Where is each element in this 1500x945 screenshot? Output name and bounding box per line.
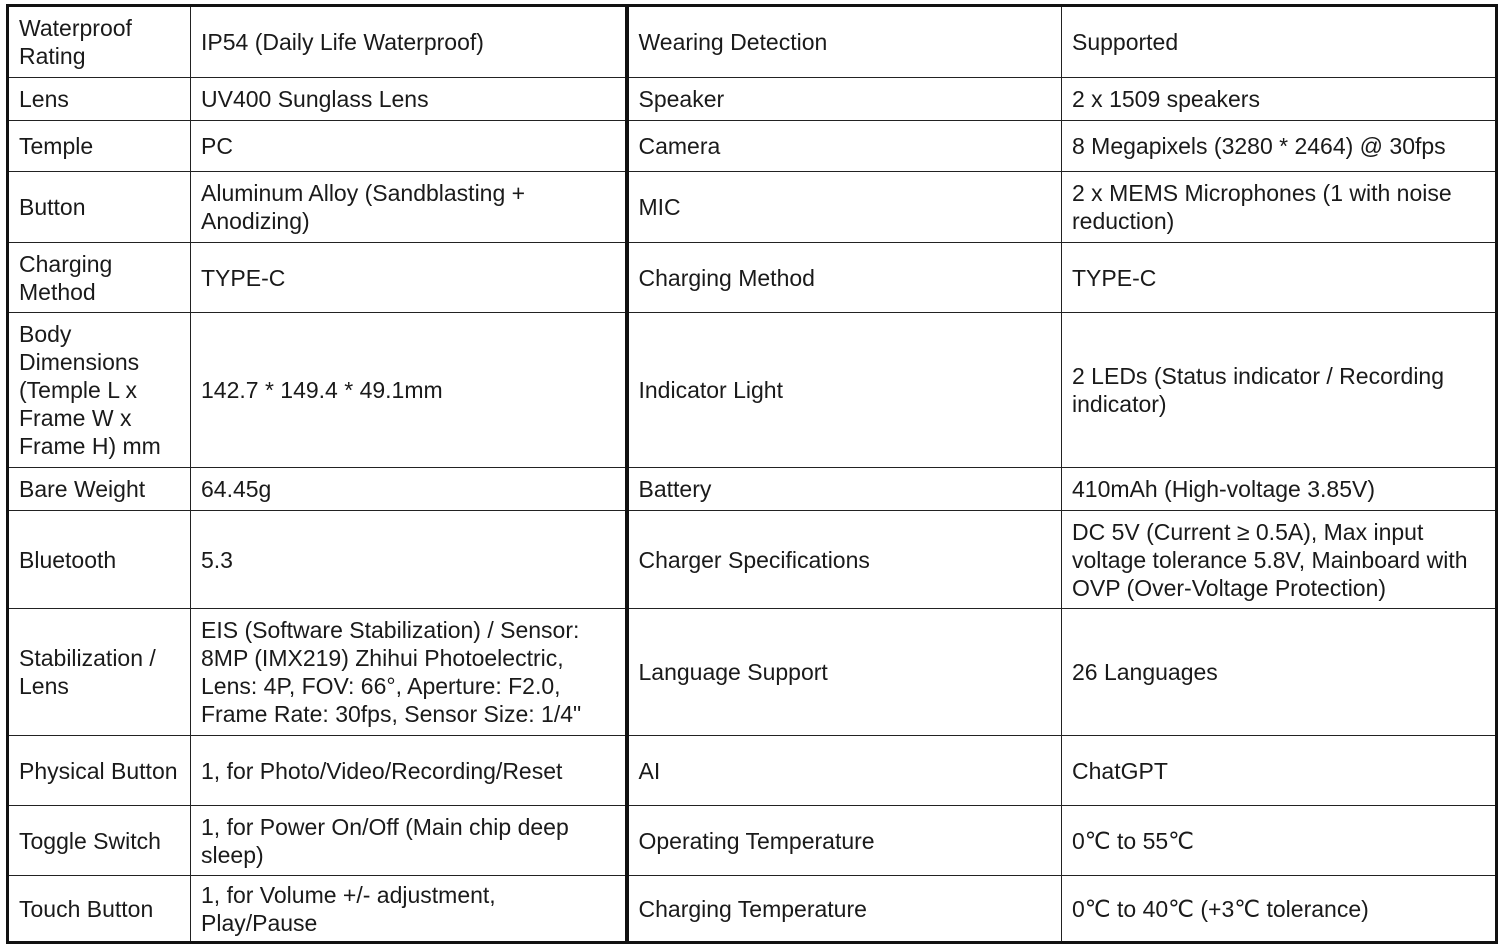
spec-label: Touch Button: [8, 876, 191, 943]
spec-label: Waterproof Rating: [8, 6, 191, 78]
spec-value: IP54 (Daily Life Waterproof): [191, 6, 627, 78]
table-row: [8, 172, 1497, 243]
table-row: [8, 468, 1497, 511]
spec-value: PC: [191, 121, 627, 172]
spec-value: EIS (Software Stabilization) / Sensor: 8MP (IMX219) Zhihui Photoelectric, Lens: 4P, FOV: 66°, Aperture: F2.0, Frame Rate: 30fps, Sensor Size: 1/4": [191, 609, 627, 736]
spec-label: Charging Method: [627, 243, 1062, 313]
spec-value: 5.3: [191, 511, 627, 609]
spec-label: Charger Specifications: [627, 511, 1062, 609]
spec-label: Wearing Detection: [627, 6, 1062, 78]
spec-value: DC 5V (Current ≥ 0.5A), Max input voltage tolerance 5.8V, Mainboard with OVP (Over-Voltage Protection): [1062, 511, 1497, 609]
spec-label: Charging Method: [8, 243, 191, 313]
table-row: [8, 78, 1497, 121]
spec-label: AI: [627, 736, 1062, 806]
spec-label: Camera: [627, 121, 1062, 172]
spec-value: UV400 Sunglass Lens: [191, 78, 627, 121]
spec-value: Supported: [1062, 6, 1497, 78]
table-row: [8, 876, 1497, 943]
spec-value: 2 x MEMS Microphones (1 with noise reduction): [1062, 172, 1497, 243]
table-row: [8, 121, 1497, 172]
spec-label: Charging Temperature: [627, 876, 1062, 943]
spec-label: Toggle Switch: [8, 806, 191, 876]
spec-value: 142.7 * 149.4 * 49.1mm: [191, 313, 627, 468]
spec-value: 26 Languages: [1062, 609, 1497, 736]
spec-value: 410mAh (High-voltage 3.85V): [1062, 468, 1497, 511]
table-row: [8, 806, 1497, 876]
spec-value: 1, for Volume +/- adjustment, Play/Pause: [191, 876, 627, 943]
spec-label: Bluetooth: [8, 511, 191, 609]
spec-value: 8 Megapixels (3280 * 2464) @ 30fps: [1062, 121, 1497, 172]
spec-value: 2 x 1509 speakers: [1062, 78, 1497, 121]
table-row: [8, 609, 1497, 736]
spec-label: Lens: [8, 78, 191, 121]
spec-label: Temple: [8, 121, 191, 172]
spec-value: 1, for Photo/Video/Recording/Reset: [191, 736, 627, 806]
spec-label: MIC: [627, 172, 1062, 243]
spec-label: Bare Weight: [8, 468, 191, 511]
spec-value: 1, for Power On/Off (Main chip deep sleep): [191, 806, 627, 876]
spec-label: Indicator Light: [627, 313, 1062, 468]
spec-label: Language Support: [627, 609, 1062, 736]
spec-value: ChatGPT: [1062, 736, 1497, 806]
table-row: [8, 736, 1497, 806]
spec-table: [6, 4, 1498, 944]
table-row: [8, 313, 1497, 468]
table-row: [8, 6, 1497, 78]
spec-label: Battery: [627, 468, 1062, 511]
spec-value: TYPE-C: [191, 243, 627, 313]
spec-label: Button: [8, 172, 191, 243]
spec-label: Physical Button: [8, 736, 191, 806]
spec-value: 0℃ to 55℃: [1062, 806, 1497, 876]
spec-value: TYPE-C: [1062, 243, 1497, 313]
table-row: [8, 511, 1497, 609]
spec-label: Stabilization / Lens: [8, 609, 191, 736]
spec-value: 2 LEDs (Status indicator / Recording indicator): [1062, 313, 1497, 468]
spec-label: Operating Temperature: [627, 806, 1062, 876]
spec-value: 64.45g: [191, 468, 627, 511]
table-row: [8, 243, 1497, 313]
spec-value: 0℃ to 40℃ (+3℃ tolerance): [1062, 876, 1497, 943]
spec-label: Body Dimensions (Temple L x Frame W x Frame H) mm: [8, 313, 191, 468]
spec-value: Aluminum Alloy (Sandblasting + Anodizing): [191, 172, 627, 243]
spec-label: Speaker: [627, 78, 1062, 121]
